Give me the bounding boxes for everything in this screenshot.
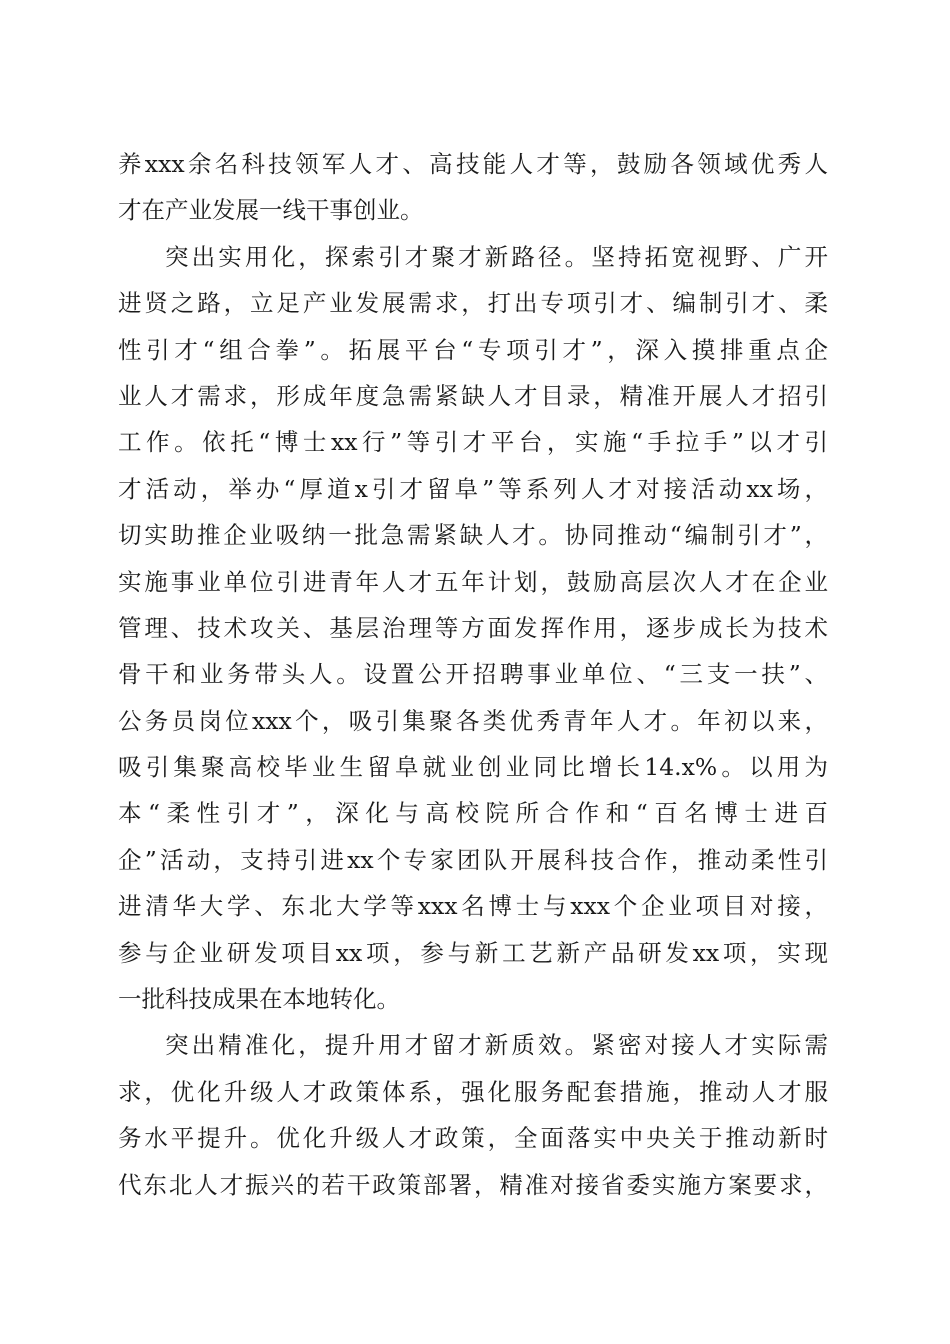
text-line: 切实助推企业吸纳一批急需紧缺人才。协同推动“编制引才”， bbox=[118, 521, 828, 550]
text-line: 进清华大学、东北大学等xxx名博士与xxx个企业项目对接， bbox=[118, 892, 828, 921]
text-line: 业人才需求，形成年度急需紧缺人才目录，精准开展人才招引 bbox=[118, 381, 828, 410]
text-line: 工作。依托“博士xx行”等引才平台，实施“手拉手”以才引 bbox=[118, 428, 828, 457]
paragraph-start-line: 突出实用化，探索引才聚才新路径。坚持拓宽视野、广开 bbox=[165, 242, 828, 271]
text-line: 管理、技术攻关、基层治理等方面发挥作用，逐步成长为技术 bbox=[118, 613, 828, 642]
paragraph-start-line: 突出精准化，提升用才留才新质效。紧密对接人才实际需 bbox=[165, 1031, 828, 1060]
text-line: 养xxx余名科技领军人才、高技能人才等，鼓励各领域优秀人 bbox=[118, 150, 828, 178]
text-line: 务水平提升。优化升级人才政策，全面落实中央关于推动新时 bbox=[118, 1124, 828, 1153]
text-line: 骨干和业务带头人。设置公开招聘事业单位、“三支一扶”、 bbox=[118, 660, 828, 689]
text-line: 才在产业发展一线干事创业。 bbox=[118, 196, 424, 225]
text-line: 才活动，举办“厚道x引才留阜”等系列人才对接活动xx场， bbox=[118, 474, 828, 503]
body-text bbox=[118, 141, 828, 1208]
text-line: 实施事业单位引进青年人才五年计划，鼓励高层次人才在企业 bbox=[118, 567, 828, 596]
text-line: 参与企业研发项目xx项，参与新工艺新产品研发xx项，实现 bbox=[118, 938, 828, 967]
text-line: 企”活动，支持引进xx个专家团队开展科技合作，推动柔性引 bbox=[118, 845, 828, 874]
text-line: 性引才“组合拳”。拓展平台“专项引才”，深入摸排重点企 bbox=[118, 335, 828, 364]
text-line: 吸引集聚高校毕业生留阜就业创业同比增长14.x%。以用为 bbox=[118, 753, 828, 782]
text-line: 求，优化升级人才政策体系，强化服务配套措施，推动人才服 bbox=[118, 1077, 828, 1106]
text-line: 进贤之路，立足产业发展需求，打出专项引才、编制引才、柔 bbox=[118, 289, 828, 318]
text-line: 一批科技成果在本地转化。 bbox=[118, 985, 400, 1014]
text-line: 公务员岗位xxx个，吸引集聚各类优秀青年人才。年初以来， bbox=[118, 706, 828, 735]
text-line: 代东北人才振兴的若干政策部署，精准对接省委实施方案要求， bbox=[118, 1170, 828, 1199]
text-line: 本“柔性引才”，深化与高校院所合作和“百名博士进百 bbox=[118, 799, 828, 828]
